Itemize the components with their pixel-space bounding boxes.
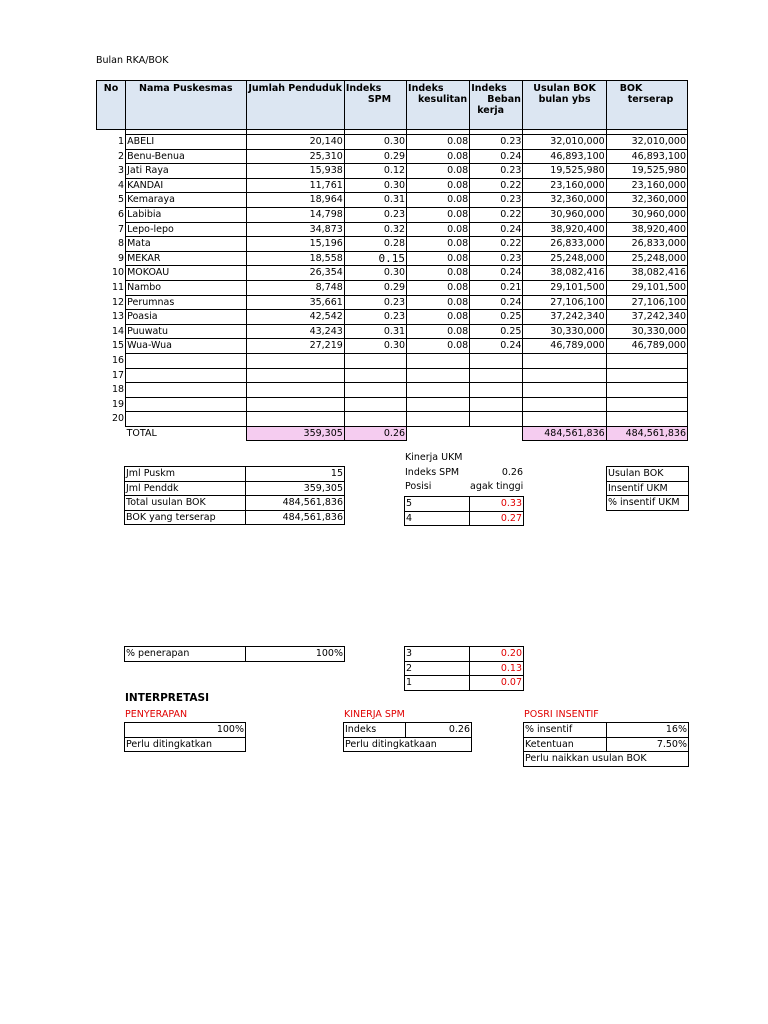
summary-label: Jml Puskm: [125, 467, 246, 482]
cell-beban: [470, 368, 523, 383]
table-row: [97, 397, 688, 412]
header-kesulitan-line1: Indeks: [408, 83, 444, 94]
cell-spm: [344, 353, 406, 368]
cell-no: 2: [97, 149, 126, 164]
insentif-label: Usulan BOK: [607, 467, 689, 482]
cell-usulan: 30,330,000: [523, 324, 606, 339]
cell-nama: [126, 383, 246, 398]
posri-table: [523, 722, 689, 767]
cell-no: 16: [97, 353, 126, 368]
cell-usulan: 37,242,340: [523, 310, 606, 325]
cell-terserap: 23,160,000: [606, 178, 687, 193]
cell-usulan: 29,101,500: [523, 280, 606, 295]
insentif-box: [606, 466, 689, 511]
table-row: [97, 178, 688, 193]
penerapan-label: % penerapan: [125, 647, 246, 662]
level-row: [405, 661, 524, 676]
penyerapan-table: [124, 722, 246, 752]
header-beban-line2: Beban: [487, 94, 521, 105]
table-row: [97, 280, 688, 295]
table-row: [97, 207, 688, 222]
cell-kesulitan: 0.08: [407, 251, 470, 266]
cell-spm: 0.30: [344, 339, 406, 354]
cell-beban: 0.23: [470, 251, 523, 266]
cell-terserap: 32,010,000: [606, 135, 687, 150]
cell-beban: 0.22: [470, 207, 523, 222]
cell-nama: Labibia: [126, 207, 246, 222]
cell-beban: 0.25: [470, 310, 523, 325]
level-value: 0.07: [470, 676, 524, 691]
cell-beban: 0.22: [470, 178, 523, 193]
kinerja-spm-row: [344, 723, 472, 738]
table-row: [97, 295, 688, 310]
cell-kesulitan: 0.08: [407, 266, 470, 281]
kinerja-posisi-label: Posisi: [405, 480, 432, 492]
cell-nama: ABELI: [126, 135, 246, 150]
total-jumlah: 359,305: [246, 426, 344, 441]
table-row: [97, 310, 688, 325]
cell-usulan: [523, 368, 606, 383]
cell-terserap: 25,248,000: [606, 251, 687, 266]
header-beban-line3: kerja: [477, 105, 505, 116]
cell-spm: 0.32: [344, 222, 406, 237]
cell-terserap: [606, 397, 687, 412]
summary-row: [125, 481, 345, 496]
cell-nama: [126, 412, 246, 427]
cell-jumlah: [246, 383, 344, 398]
kinerja-spm-label: Indeks: [344, 723, 406, 738]
level-number: 4: [405, 511, 470, 526]
cell-terserap: 38,920,400: [606, 222, 687, 237]
penerapan-value: 100%: [246, 647, 345, 662]
summary-row: [125, 510, 345, 525]
cell-beban: 0.22: [470, 237, 523, 252]
cell-jumlah: 35,661: [246, 295, 344, 310]
cell-spm: [344, 368, 406, 383]
cell-kesulitan: 0.08: [407, 135, 470, 150]
kinerja-posisi-row: [404, 480, 524, 494]
cell-kesulitan: 0.08: [407, 193, 470, 208]
total-row: [97, 426, 688, 441]
table-row: [97, 149, 688, 164]
cell-terserap: 26,833,000: [606, 237, 687, 252]
cell-jumlah: 15,938: [246, 164, 344, 179]
header-spm: [344, 81, 406, 130]
table-row: [97, 164, 688, 179]
cell-no: 14: [97, 324, 126, 339]
cell-terserap: 46,789,000: [606, 339, 687, 354]
cell-beban: 0.24: [470, 266, 523, 281]
level-row: [405, 647, 524, 662]
cell-usulan: 25,248,000: [523, 251, 606, 266]
cell-no: 19: [97, 397, 126, 412]
cell-kesulitan: 0.08: [407, 280, 470, 295]
cell-kesulitan: [407, 368, 470, 383]
cell-kesulitan: [407, 353, 470, 368]
cell-nama: Wua-Wua: [126, 339, 246, 354]
penyerapan-note-row: [125, 737, 246, 752]
level-row: [405, 497, 524, 512]
cell-jumlah: 15,196: [246, 237, 344, 252]
cell-beban: 0.23: [470, 164, 523, 179]
cell-nama: [126, 353, 246, 368]
cell-nama: Kemaraya: [126, 193, 246, 208]
header-terserap-line1: BOK: [619, 83, 643, 94]
cell-kesulitan: 0.08: [407, 324, 470, 339]
level-row: [405, 511, 524, 526]
posri-title: POSRI INSENTIF: [524, 709, 599, 720]
penerapan-table: [124, 646, 345, 662]
penyerapan-value-row: [125, 723, 246, 738]
table-row: [97, 266, 688, 281]
table-row: [97, 368, 688, 383]
kinerja-spm-note: Perlu ditingkatkaan: [344, 737, 472, 752]
header-beban: [470, 81, 523, 130]
cell-no: 15: [97, 339, 126, 354]
cell-spm: 0.31: [344, 193, 406, 208]
cell-kesulitan: 0.08: [407, 237, 470, 252]
summary-value: 15: [246, 467, 345, 482]
insentif-row: [607, 467, 689, 482]
kinerja-spm-title: KINERJA SPM: [344, 709, 405, 720]
cell-no: 1: [97, 135, 126, 150]
posri-insentif-label: % insentif: [524, 723, 607, 738]
cell-nama: Mata: [126, 237, 246, 252]
table-row: [97, 135, 688, 150]
cell-nama: Perumnas: [126, 295, 246, 310]
posri-note-row: [524, 752, 689, 767]
level-value: 0.33: [470, 497, 524, 512]
cell-spm: 0.15: [344, 251, 406, 266]
cell-terserap: [606, 368, 687, 383]
summary-row: [125, 467, 345, 482]
cell-beban: 0.23: [470, 193, 523, 208]
cell-nama: Puuwatu: [126, 324, 246, 339]
kinerja-spm-table: [343, 722, 472, 752]
cell-terserap: 37,242,340: [606, 310, 687, 325]
posri-insentif-value: 16%: [607, 723, 689, 738]
header-usulan: [523, 81, 606, 130]
cell-usulan: 26,833,000: [523, 237, 606, 252]
penyerapan-note: Perlu ditingkatkan: [125, 737, 246, 752]
summary-value: 484,561,836: [246, 496, 345, 511]
header-kesulitan-line2: kesulitan: [418, 94, 468, 105]
level-table-high: [404, 496, 524, 526]
cell-no: 9: [97, 251, 126, 266]
header-spm-line1: Indeks: [345, 83, 382, 94]
cell-terserap: 27,106,100: [606, 295, 687, 310]
cell-terserap: 29,101,500: [606, 280, 687, 295]
cell-jumlah: [246, 412, 344, 427]
cell-usulan: 27,106,100: [523, 295, 606, 310]
table-row: [97, 353, 688, 368]
posri-row: [524, 737, 689, 752]
penerapan-row: [125, 647, 345, 662]
cell-usulan: 23,160,000: [523, 178, 606, 193]
insentif-label: Insentif UKM: [607, 481, 689, 496]
cell-no: 6: [97, 207, 126, 222]
cell-usulan: [523, 353, 606, 368]
cell-nama: MOKOAU: [126, 266, 246, 281]
kinerja-posisi-value: agak tinggi: [470, 480, 524, 492]
header-spm-line2: SPM: [367, 94, 392, 105]
total-spm: 0.26: [344, 426, 406, 441]
posri-row: [524, 723, 689, 738]
cell-terserap: [606, 353, 687, 368]
cell-no: 10: [97, 266, 126, 281]
table-row: [97, 412, 688, 427]
cell-spm: 0.31: [344, 324, 406, 339]
cell-kesulitan: 0.08: [407, 222, 470, 237]
cell-jumlah: 8,748: [246, 280, 344, 295]
kinerja-table: [404, 466, 524, 493]
cell-jumlah: 42,542: [246, 310, 344, 325]
cell-jumlah: 18,964: [246, 193, 344, 208]
cell-jumlah: 34,873: [246, 222, 344, 237]
cell-jumlah: [246, 368, 344, 383]
header-terserap-line2: terserap: [627, 94, 674, 105]
penyerapan-title: PENYERAPAN: [125, 709, 188, 720]
summary-label: BOK yang terserap: [125, 510, 246, 525]
level-value: 0.20: [470, 647, 524, 662]
header-usulan-line1: Usulan BOK: [533, 83, 596, 94]
kinerja-spm-note-row: [344, 737, 472, 752]
cell-spm: 0.23: [344, 310, 406, 325]
table-header-row: [97, 81, 688, 130]
cell-terserap: 30,960,000: [606, 207, 687, 222]
cell-usulan: 38,082,416: [523, 266, 606, 281]
insentif-row: [607, 496, 689, 511]
table-row: [97, 339, 688, 354]
cell-usulan: 38,920,400: [523, 222, 606, 237]
cell-spm: 0.29: [344, 280, 406, 295]
cell-terserap: 38,082,416: [606, 266, 687, 281]
puskesmas-table: [96, 80, 688, 441]
cell-beban: 0.24: [470, 222, 523, 237]
cell-kesulitan: 0.08: [407, 149, 470, 164]
table-row: [97, 193, 688, 208]
cell-nama: KANDAI: [126, 178, 246, 193]
cell-terserap: 19,525,980: [606, 164, 687, 179]
level-number: 1: [405, 676, 470, 691]
cell-beban: 0.24: [470, 149, 523, 164]
cell-jumlah: 26,354: [246, 266, 344, 281]
cell-usulan: [523, 383, 606, 398]
cell-nama: Benu-Benua: [126, 149, 246, 164]
cell-kesulitan: 0.08: [407, 295, 470, 310]
cell-kesulitan: 0.08: [407, 310, 470, 325]
header-no: No: [97, 81, 126, 130]
level-number: 2: [405, 661, 470, 676]
cell-jumlah: 20,140: [246, 135, 344, 150]
cell-no: 5: [97, 193, 126, 208]
cell-beban: 0.24: [470, 339, 523, 354]
cell-terserap: 46,893,100: [606, 149, 687, 164]
cell-jumlah: 27,219: [246, 339, 344, 354]
cell-usulan: [523, 397, 606, 412]
cell-no: 18: [97, 383, 126, 398]
cell-no: 7: [97, 222, 126, 237]
cell-no: 11: [97, 280, 126, 295]
cell-beban: [470, 397, 523, 412]
posri-ketentuan-label: Ketentuan: [524, 737, 607, 752]
cell-no: 4: [97, 178, 126, 193]
cell-spm: [344, 412, 406, 427]
table-row: [97, 222, 688, 237]
cell-kesulitan: [407, 412, 470, 427]
cell-usulan: 19,525,980: [523, 164, 606, 179]
cell-spm: 0.12: [344, 164, 406, 179]
header-beban-line1: Indeks: [471, 83, 507, 94]
summary-label: Jml Penddk: [125, 481, 246, 496]
cell-kesulitan: 0.08: [407, 207, 470, 222]
header-usulan-line2: bulan ybs: [538, 94, 591, 105]
cell-kesulitan: [407, 397, 470, 412]
cell-usulan: 32,010,000: [523, 135, 606, 150]
cell-spm: 0.30: [344, 178, 406, 193]
cell-usulan: 46,893,100: [523, 149, 606, 164]
table-row: [97, 383, 688, 398]
interpretasi-title: INTERPRETASI: [125, 692, 210, 704]
summary-value: 484,561,836: [246, 510, 345, 525]
cell-kesulitan: 0.08: [407, 164, 470, 179]
cell-nama: Poasia: [126, 310, 246, 325]
kinerja-indeks-value: 0.26: [501, 467, 523, 478]
level-number: 3: [405, 647, 470, 662]
cell-no: 20: [97, 412, 126, 427]
header-nama: Nama Puskesmas: [126, 81, 246, 130]
summary-row: [125, 496, 345, 511]
table-row: [97, 324, 688, 339]
total-usulan: 484,561,836: [523, 426, 606, 441]
level-value: 0.13: [470, 661, 524, 676]
cell-jumlah: 11,761: [246, 178, 344, 193]
cell-usulan: 30,960,000: [523, 207, 606, 222]
cell-no: 13: [97, 310, 126, 325]
cell-spm: 0.23: [344, 207, 406, 222]
cell-beban: 0.21: [470, 280, 523, 295]
cell-usulan: 32,360,000: [523, 193, 606, 208]
posri-ketentuan-value: 7.50%: [607, 737, 689, 752]
kinerja-title: Kinerja UKM: [405, 452, 463, 463]
cell-beban: 0.24: [470, 295, 523, 310]
table-row: [97, 251, 688, 266]
level-value: 0.27: [470, 511, 524, 526]
header-jumlah: Jumlah Penduduk: [246, 81, 344, 130]
cell-kesulitan: 0.08: [407, 178, 470, 193]
cell-nama: [126, 368, 246, 383]
cell-spm: 0.28: [344, 237, 406, 252]
insentif-label: % insentif UKM: [607, 496, 689, 511]
cell-beban: [470, 412, 523, 427]
cell-beban: 0.23: [470, 135, 523, 150]
summary-value: 359,305: [246, 481, 345, 496]
total-label: TOTAL: [126, 428, 157, 440]
cell-nama: [126, 397, 246, 412]
cell-spm: [344, 383, 406, 398]
cell-jumlah: [246, 397, 344, 412]
cell-no: 3: [97, 164, 126, 179]
kinerja-indeks-label: Indeks SPM: [405, 467, 460, 478]
cell-beban: 0.25: [470, 324, 523, 339]
cell-nama: Jati Raya: [126, 164, 246, 179]
cell-no: 17: [97, 368, 126, 383]
cell-spm: 0.30: [344, 266, 406, 281]
kinerja-indeks-row: [404, 466, 524, 480]
cell-beban: [470, 383, 523, 398]
header-kesulitan: [407, 81, 470, 130]
summary-label: Total usulan BOK: [125, 496, 246, 511]
cell-kesulitan: [407, 383, 470, 398]
level-row: [405, 676, 524, 691]
level-number: 5: [405, 497, 470, 512]
insentif-row: [607, 481, 689, 496]
cell-nama: Lepo-lepo: [126, 222, 246, 237]
summary-table: [124, 466, 345, 525]
cell-spm: 0.30: [344, 135, 406, 150]
cell-terserap: 32,360,000: [606, 193, 687, 208]
cell-jumlah: 18,558: [246, 251, 344, 266]
level-table-low: [404, 646, 524, 691]
penyerapan-value: 100%: [125, 723, 246, 738]
cell-spm: 0.29: [344, 149, 406, 164]
cell-kesulitan: 0.08: [407, 339, 470, 354]
total-terserap: 484,561,836: [606, 426, 687, 441]
kinerja-spm-value: 0.26: [406, 723, 472, 738]
cell-no: 12: [97, 295, 126, 310]
cell-jumlah: 14,798: [246, 207, 344, 222]
header-terserap: [606, 81, 687, 130]
cell-spm: [344, 397, 406, 412]
cell-no: 8: [97, 237, 126, 252]
cell-terserap: [606, 412, 687, 427]
cell-terserap: 30,330,000: [606, 324, 687, 339]
page-title: Bulan RKA/BOK: [96, 55, 169, 66]
cell-nama: MEKAR: [126, 251, 246, 266]
cell-spm: 0.23: [344, 295, 406, 310]
cell-terserap: [606, 383, 687, 398]
cell-beban: [470, 353, 523, 368]
posri-note: Perlu naikkan usulan BOK: [524, 752, 689, 767]
table-row: [97, 237, 688, 252]
cell-nama: Nambo: [126, 280, 246, 295]
cell-jumlah: 25,310: [246, 149, 344, 164]
cell-usulan: 46,789,000: [523, 339, 606, 354]
cell-jumlah: 43,243: [246, 324, 344, 339]
cell-usulan: [523, 412, 606, 427]
cell-jumlah: [246, 353, 344, 368]
